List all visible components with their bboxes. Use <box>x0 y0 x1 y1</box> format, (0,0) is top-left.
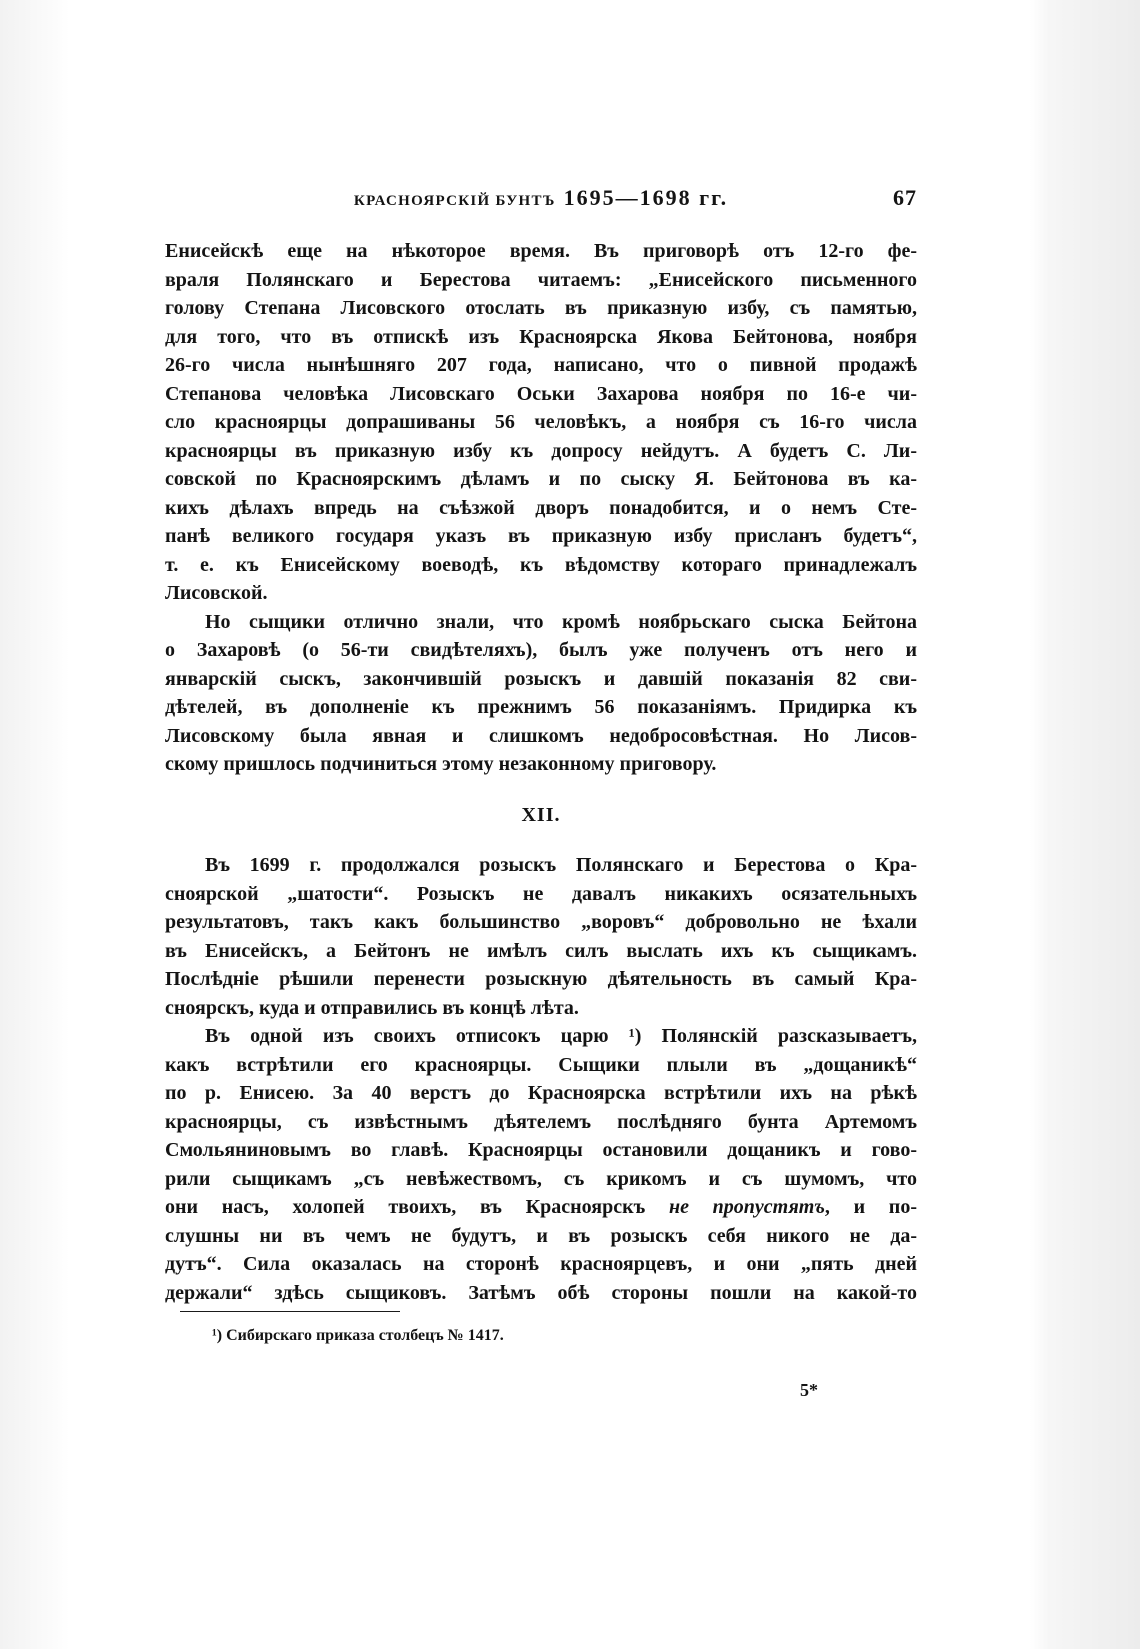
text-line: по р. Енисею. За 40 верстъ до Красноярска встрѣтили ихъ на рѣкѣ <box>165 1082 917 1104</box>
text-line: Степанова человѣка Лисовскаго Оськи Захарова ноября по 16-е чи- <box>165 382 917 405</box>
text-line: скому пришлось подчиниться этому незаконному приговору. <box>165 753 717 775</box>
text-line: Енисейскѣ еще на нѣкоторое время. Въ приговорѣ отъ 12-го фе- <box>165 240 917 262</box>
text-line: какъ встрѣтили его красноярцы. Сыщики плыли въ „дощаникѣ“ <box>165 1053 917 1076</box>
emphasized-text: не пропустятъ <box>668 1196 825 1218</box>
text-line: сло красноярцы допрашиваны 56 человѣкъ, а ноября съ 16-го числа <box>165 411 917 433</box>
text-line: Смольяниновымъ во главѣ. Красноярцы остановили дощаникъ и гово- <box>165 1139 917 1161</box>
text-line: дутъ“. Сила оказалась на сторонѣ красноярцевъ, и они „пять дней <box>165 1253 917 1275</box>
text-line: для того, что въ отпискѣ изъ Красноярска Якова Бейтонова, ноября <box>165 325 917 348</box>
signature-mark: 5* <box>800 1380 818 1400</box>
text-line: слушны ни въ чемъ не будутъ, и въ розыскъ себя никого не да- <box>165 1224 917 1247</box>
text-line: 26-го числа нынѣшняго 207 года, написано, что о пивной продажѣ <box>165 354 917 376</box>
text-line: Въ одной изъ своихъ отписокъ царю ¹) Полянскій разсказываетъ, <box>205 1025 917 1047</box>
text-line: въ Енисейскъ, а Бейтонъ не имѣлъ силъ выслать ихъ къ сыщикамъ. <box>165 939 917 962</box>
running-head-years: 1695—1698 гг. <box>563 185 729 210</box>
text-line: голову Степана Лисовского отослать въ приказную избу, съ памятью, <box>165 297 917 319</box>
footnote <box>212 1323 504 1349</box>
text-line: Но сыщики отлично знали, что кромѣ ноябрьскаго сыска Бейтона <box>205 610 917 633</box>
text-line: красноярцы въ приказную избу къ допросу нейдутъ. А будетъ С. Ли- <box>165 439 917 462</box>
text-line: красноярцы, съ извѣстнымъ дѣятелемъ послѣдняго бунта Артемомъ <box>165 1110 917 1133</box>
page-number: 67 <box>893 185 917 210</box>
text-line: держали“ здѣсь сыщиковъ. Затѣмъ обѣ стороны пошли на какой-то <box>165 1281 917 1304</box>
text-line: совской по Красноярскимъ дѣламъ и по сыску Я. Бейтонова въ ка- <box>165 468 917 490</box>
running-head <box>165 183 917 213</box>
text-line: о Захаровѣ (о 56-ти свидѣтеляхъ), былъ уже полученъ отъ него и <box>165 639 917 661</box>
text-line: сноярской „шатости“. Розыскъ не давалъ никакихъ осязательныхъ <box>165 882 917 905</box>
footnote-marker: ¹) <box>212 1327 223 1344</box>
text-line: январскій сыскъ, закончившій розыскъ и давшій показанія 82 сви- <box>165 667 917 690</box>
text-line: т. е. къ Енисейскому воеводѣ, къ вѣдомству котораго принадлежалъ <box>165 553 917 576</box>
text-line <box>165 1193 917 1222</box>
text-line: результатовъ, такъ какъ большинство „воровъ“ добровольно не ѣхали <box>165 911 917 933</box>
text-line: Послѣдніе рѣшили перенести розыскную дѣятельность въ самый Кра- <box>165 968 917 990</box>
running-head-center <box>165 183 917 216</box>
section-heading: XII. <box>521 804 561 826</box>
text-line: Въ 1699 г. продолжался розыскъ Полянскаго и Берестова о Кра- <box>205 854 917 876</box>
text-line: сноярскъ, куда и отправились въ концѣ лѣта. <box>165 996 579 1019</box>
paragraph <box>165 851 917 1022</box>
paragraph <box>165 237 917 608</box>
footnote-rule <box>180 1311 400 1312</box>
paragraph <box>165 608 917 779</box>
line-segment: они насъ, холопей твоихъ, въ Красноярскъ <box>165 1196 669 1218</box>
text-line: рили сыщикамъ „съ невѣжествомъ, съ крикомъ и съ шумомъ, что <box>165 1167 917 1190</box>
line-segment: , и по- <box>824 1196 917 1218</box>
text-line: панѣ великого государя указъ въ приказную избу присланъ будетъ“, <box>165 525 917 547</box>
paragraph <box>165 1022 917 1307</box>
text-line: Лисовской. <box>165 582 268 604</box>
text-line: Лисовскому была явная и слишкомъ недобросовѣстная. Но Лисов- <box>165 724 917 747</box>
body-text <box>165 237 917 1307</box>
running-head-title: КРАСНОЯРСКІЙ БУНТЪ <box>353 193 556 209</box>
footnote-text: Сибирскаго приказа столбецъ № 1417. <box>226 1327 504 1344</box>
text-line: кихъ дѣлахъ впредь на съѣзжой дворъ понадобится, и о немъ Сте- <box>165 496 917 519</box>
text-line: враля Полянскаго и Берестова читаемъ: „Енисейского письменного <box>165 268 917 291</box>
text-line: дѣтелей, въ дополненіе къ прежнимъ 56 показаніямъ. Придирка къ <box>165 696 917 718</box>
